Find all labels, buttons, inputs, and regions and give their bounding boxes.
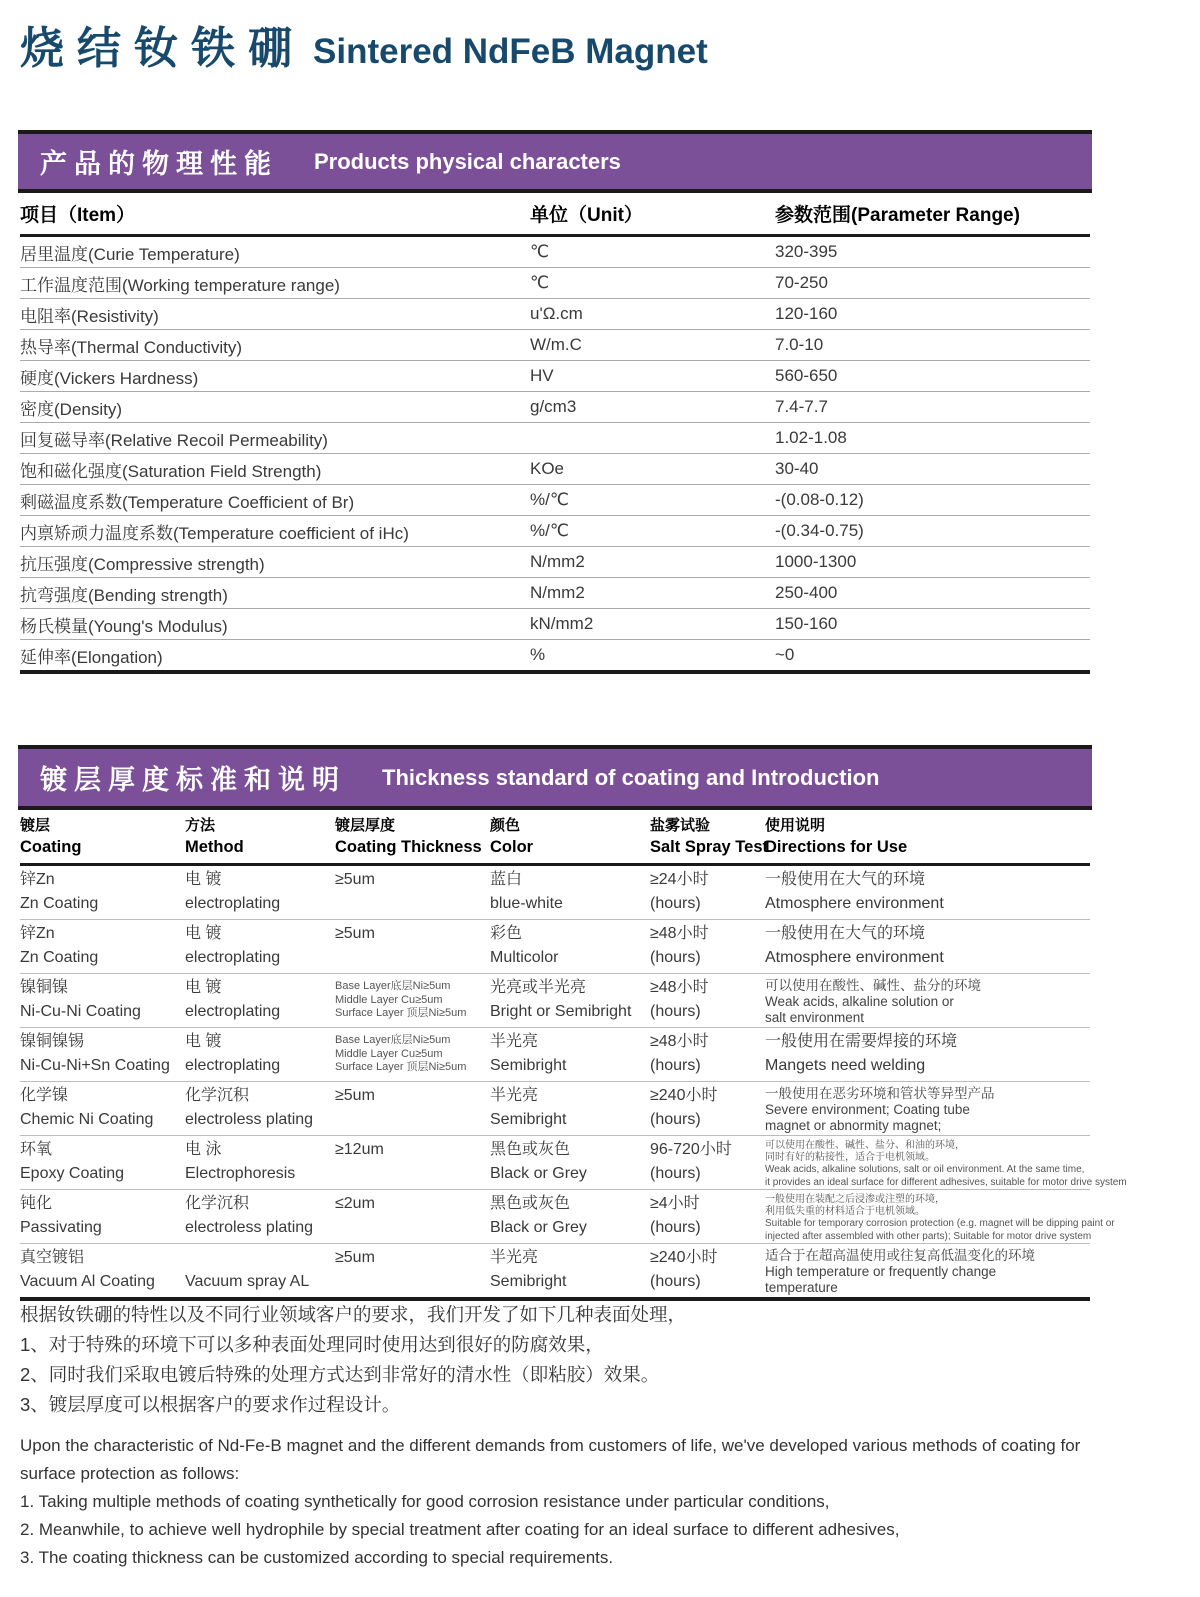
cell-line: ≥5um — [335, 1087, 375, 1104]
item-cell: 饱和磁化强度(Saturation Field Strength) — [20, 461, 322, 481]
cell-line: ≥24小时 — [650, 871, 709, 888]
coating-cell — [20, 1082, 185, 1135]
cell-line: 化学沉积 — [185, 1195, 250, 1212]
color-cell — [490, 866, 650, 919]
item-cell: 杨氏模量(Young's Modulus) — [20, 616, 228, 636]
cell-line: Atmosphere environment — [765, 949, 944, 966]
coating-banner-en: Thickness standard of coating and Introduction — [382, 764, 880, 790]
cell-line: 光亮或半光亮 — [490, 979, 587, 996]
unit-cell: %/℃ — [530, 490, 569, 509]
coating-header-zh: 镀层厚度 — [335, 817, 396, 834]
cell-line: Middle Layer Cu≥5um — [335, 993, 443, 1006]
unit-cell: %/℃ — [530, 521, 569, 540]
item-cell: 内禀矫顽力温度系数(Temperature coefficient of iHc) — [20, 523, 409, 543]
cell-line: 锌Zn — [20, 871, 55, 888]
cell-line: ≥5um — [335, 871, 375, 888]
cell-line: 半光亮 — [490, 1033, 539, 1050]
item-cell: 剩磁温度系数(Temperature Coefficient of Br) — [20, 492, 355, 512]
coating-header-coating-thickness — [335, 814, 490, 857]
cell-line: 一般使用在大气的环境 — [765, 871, 926, 888]
cell-line: Multicolor — [490, 949, 559, 966]
salt-spray-cell — [650, 1244, 765, 1297]
thickness-cell — [335, 920, 490, 973]
unit-cell: kN/mm2 — [530, 614, 594, 633]
color-cell — [490, 974, 650, 1027]
physical-table — [20, 196, 1090, 674]
note-line-en: 2. Meanwhile, to achieve well hydrophile by special treatment after coating for an ideal surface to different adhesives, — [20, 1520, 900, 1539]
cell-line: 一般使用在装配之后浸渗或注塑的环境， — [765, 1194, 945, 1205]
salt-spray-cell — [650, 920, 765, 973]
cell-line: Semibright — [490, 1273, 567, 1290]
coating-header-en: Coating — [20, 838, 82, 856]
unit-cell: N/mm2 — [530, 583, 585, 602]
directions-cell — [765, 1244, 1090, 1297]
coating-table-row — [20, 1028, 1090, 1082]
cell-line: 可以使用在酸性、碱性、盐分、和油的环境， — [765, 1140, 965, 1151]
cell-line: electroplating — [185, 1003, 281, 1020]
coating-header-zh: 方法 — [185, 817, 216, 834]
cell-line: 镍铜镍 — [20, 979, 69, 996]
item-cell: 回复磁导率(Relative Recoil Permeability) — [20, 430, 328, 450]
cell-line: (hours) — [650, 895, 701, 912]
directions-cell — [765, 1136, 1127, 1189]
directions-cell — [765, 1082, 1090, 1135]
coating-cell — [20, 1028, 185, 1081]
item-cell: 抗压强度(Compressive strength) — [20, 554, 265, 574]
physical-table-row — [20, 237, 1090, 268]
cell-line: 可以使用在酸性、碱性、盐分的环境 — [765, 978, 981, 993]
doc-title — [20, 12, 708, 76]
notes-english — [20, 1432, 1180, 1572]
coating-header-en: Coating Thickness — [335, 838, 482, 856]
coating-header-directions-for-use — [765, 814, 1090, 857]
cell-line: ≤2um — [335, 1195, 375, 1212]
thickness-cell — [335, 1082, 490, 1135]
header-unit: 单位（Unit） — [530, 205, 643, 226]
cell-line: electroplating — [185, 949, 281, 966]
parameter-range-cell: -(0.08-0.12) — [775, 490, 864, 509]
physical-table-row — [20, 640, 1090, 674]
cell-line: ≥5um — [335, 1249, 375, 1266]
cell-line: ≥48小时 — [650, 925, 709, 942]
cell-line: 化学沉积 — [185, 1087, 250, 1104]
coating-header-method — [185, 814, 335, 857]
physical-table-row — [20, 423, 1090, 454]
directions-cell — [765, 920, 1090, 973]
directions-cell — [765, 974, 1090, 1027]
method-cell — [185, 1082, 335, 1135]
header-item: 项目（Item） — [20, 205, 136, 226]
coating-table-row — [20, 1136, 1127, 1190]
cell-line: 电 镀 — [185, 1033, 222, 1050]
item-cell: 抗弯强度(Bending strength) — [20, 585, 228, 605]
physical-table-row — [20, 547, 1090, 578]
cell-line: 环氧 — [20, 1141, 53, 1158]
salt-spray-cell — [650, 866, 765, 919]
thickness-cell — [335, 1244, 490, 1297]
coating-header-en: Salt Spray Test — [650, 838, 768, 856]
cell-line: 彩色 — [490, 925, 523, 942]
cell-line: ≥48小时 — [650, 979, 709, 996]
cell-line: salt environment — [765, 1010, 865, 1025]
color-cell — [490, 1136, 650, 1189]
directions-cell — [765, 1028, 1090, 1081]
coating-table-row — [20, 866, 1090, 920]
notes-chinese — [20, 1300, 1180, 1420]
parameter-range-cell: ~0 — [775, 645, 795, 664]
parameter-range-cell: 7.0-10 — [775, 335, 824, 354]
cell-line: (hours) — [650, 1165, 701, 1182]
coating-header-coating — [20, 814, 185, 857]
physical-table-row — [20, 454, 1090, 485]
cell-line: Mangets need welding — [765, 1057, 926, 1074]
cell-line: 钝化 — [20, 1195, 53, 1212]
physical-table-header — [20, 196, 1090, 237]
cell-line: (hours) — [650, 1003, 701, 1020]
coating-header-zh: 颜色 — [490, 817, 521, 834]
note-line-zh: 3、镀层厚度可以根据客户的要求作过程设计。 — [20, 1394, 401, 1415]
coating-table-row — [20, 1244, 1090, 1301]
item-cell: 热导率(Thermal Conductivity) — [20, 337, 242, 357]
cell-line: Severe environment; Coating tube — [765, 1102, 970, 1117]
cell-line: Vacuum Al Coating — [20, 1273, 155, 1290]
coating-table-header — [20, 812, 1090, 866]
cell-line: magnet or abnormity magnet; — [765, 1118, 942, 1133]
physical-banner-zh: 产品的物理性能 — [40, 149, 278, 179]
physical-table-row — [20, 578, 1090, 609]
cell-line: 96-720小时 — [650, 1141, 732, 1158]
item-cell: 工作温度范围(Working temperature range) — [20, 275, 340, 295]
cell-line: Base Layer底层Ni≥5um — [335, 1034, 451, 1046]
physical-table-row — [20, 299, 1090, 330]
cell-line: Ni-Cu-Ni+Sn Coating — [20, 1057, 170, 1074]
cell-line: 同时有好的粘接性，适合于电机领域。 — [765, 1152, 935, 1164]
cell-line: Zn Coating — [20, 895, 99, 912]
unit-cell: HV — [530, 366, 554, 385]
coating-cell — [20, 974, 185, 1027]
unit-cell: KOe — [530, 459, 565, 478]
cell-line: Atmosphere environment — [765, 895, 944, 912]
coating-section-banner — [18, 745, 1092, 810]
method-cell — [185, 866, 335, 919]
coating-header-en: Method — [185, 838, 244, 856]
item-cell: 电阻率(Resistivity) — [20, 306, 159, 326]
directions-cell — [765, 866, 1090, 919]
coating-table-row — [20, 1082, 1090, 1136]
coating-table — [20, 812, 1127, 1301]
cell-line: 电 镀 — [185, 871, 222, 888]
cell-line: 蓝白 — [490, 871, 523, 888]
cell-line: Epoxy Coating — [20, 1165, 125, 1182]
note-line-en: surface protection as follows: — [20, 1464, 240, 1483]
cell-line: 黑色或灰色 — [490, 1195, 571, 1212]
cell-line: ≥12um — [335, 1141, 384, 1158]
parameter-range-cell: 1000-1300 — [775, 552, 857, 571]
coating-header-zh: 盐雾试验 — [650, 817, 711, 834]
physical-section-banner — [18, 130, 1092, 193]
method-cell — [185, 1190, 335, 1243]
parameter-range-cell: 320-395 — [775, 242, 838, 261]
note-line-zh: 2、同时我们采取电镀后特殊的处理方式达到非常好的清水性（即粘胶）效果。 — [20, 1364, 660, 1385]
doc-title-en: Sintered NdFeB Magnet — [313, 32, 708, 71]
cell-line: blue-white — [490, 895, 563, 912]
header-parameter-range: 参数范围(Parameter Range) — [775, 205, 1020, 226]
coating-table-row — [20, 974, 1090, 1028]
cell-line: 电 镀 — [185, 979, 222, 996]
cell-line: electroless plating — [185, 1219, 314, 1236]
physical-table-row — [20, 485, 1090, 516]
cell-line: 电 泳 — [185, 1141, 222, 1158]
unit-cell: % — [530, 645, 546, 664]
cell-line: Middle Layer Cu≥5um — [335, 1047, 443, 1060]
cell-line: Vacuum spray AL — [185, 1273, 310, 1290]
physical-table-row — [20, 516, 1090, 547]
physical-banner-en: Products physical characters — [314, 148, 621, 174]
cell-line: Ni-Cu-Ni Coating — [20, 1003, 141, 1020]
cell-line: ≥240小时 — [650, 1087, 718, 1104]
cell-line: 电 镀 — [185, 925, 222, 942]
cell-line: (hours) — [650, 1219, 701, 1236]
parameter-range-cell: 250-400 — [775, 583, 838, 602]
color-cell — [490, 1028, 650, 1081]
parameter-range-cell: 560-650 — [775, 366, 838, 385]
coating-header-en: Color — [490, 838, 534, 856]
cell-line: 一般使用在恶劣环境和管状等异型产品 — [765, 1086, 995, 1101]
method-cell — [185, 920, 335, 973]
method-cell — [185, 1244, 335, 1297]
coating-table-body — [20, 866, 1127, 1301]
thickness-cell — [335, 1136, 490, 1189]
coating-header-salt-spray-test — [650, 814, 768, 857]
cell-line: Suitable for temporary corrosion protection (e.g. magnet will be dipping paint or — [765, 1218, 1115, 1230]
color-cell — [490, 920, 650, 973]
salt-spray-cell — [650, 1190, 765, 1243]
cell-line: Weak acids, alkaline solution or — [765, 994, 954, 1009]
physical-table-row — [20, 361, 1090, 392]
coating-header-color — [490, 814, 650, 857]
cell-line: Black or Grey — [490, 1165, 587, 1182]
cell-line: injected after assembled with other parts); Suitable for motor drive system — [765, 1230, 1092, 1242]
cell-line: Bright or Semibright — [490, 1003, 632, 1020]
coating-banner-zh: 镀层厚度标准和说明 — [40, 765, 346, 795]
cell-line: Semibright — [490, 1111, 567, 1128]
cell-line: (hours) — [650, 1273, 701, 1290]
item-cell: 延伸率(Elongation) — [20, 647, 163, 667]
unit-cell: W/m.C — [530, 335, 582, 354]
thickness-cell — [335, 974, 490, 1027]
cell-line: ≥240小时 — [650, 1249, 718, 1266]
method-cell — [185, 1136, 335, 1189]
unit-cell: N/mm2 — [530, 552, 585, 571]
cell-line: Semibright — [490, 1057, 567, 1074]
coating-cell — [20, 1190, 185, 1243]
cell-line: Weak acids, alkaline solutions, salt or oil environment. At the same time, — [765, 1164, 1085, 1176]
cell-line: 一般使用在需要焊接的环境 — [765, 1033, 958, 1050]
salt-spray-cell — [650, 1136, 765, 1189]
cell-line: (hours) — [650, 1111, 701, 1128]
cell-line: ≥48小时 — [650, 1033, 709, 1050]
unit-cell: ℃ — [530, 273, 550, 292]
method-cell — [185, 974, 335, 1027]
coating-cell — [20, 920, 185, 973]
salt-spray-cell — [650, 1028, 765, 1081]
physical-table-row — [20, 330, 1090, 361]
parameter-range-cell: 70-250 — [775, 273, 828, 292]
physical-table-row — [20, 609, 1090, 640]
physical-table-row — [20, 392, 1090, 423]
coating-table-row — [20, 920, 1090, 974]
salt-spray-cell — [650, 1082, 765, 1135]
physical-table-row — [20, 268, 1090, 299]
parameter-range-cell: -(0.34-0.75) — [775, 521, 864, 540]
cell-line: Base Layer底层Ni≥5um — [335, 980, 451, 992]
cell-line: it provides an ideal surface for different adhesives, suitable for motor drive system — [765, 1176, 1127, 1188]
note-line-zh: 1、对于特殊的环境下可以多种表面处理同时使用达到很好的防腐效果， — [20, 1334, 604, 1355]
coating-cell — [20, 866, 185, 919]
cell-line: temperature — [765, 1280, 838, 1295]
cell-line: 真空镀铝 — [20, 1249, 85, 1266]
parameter-range-cell: 120-160 — [775, 304, 838, 323]
method-cell — [185, 1028, 335, 1081]
item-cell: 密度(Density) — [20, 399, 123, 419]
parameter-range-cell: 1.02-1.08 — [775, 428, 847, 447]
note-line-en: 3. The coating thickness can be customized according to special requirements. — [20, 1548, 614, 1567]
thickness-cell — [335, 866, 490, 919]
coating-table-row — [20, 1190, 1115, 1244]
cell-line: 半光亮 — [490, 1087, 539, 1104]
cell-line: Zn Coating — [20, 949, 99, 966]
cell-line: High temperature or frequently change — [765, 1264, 997, 1279]
cell-line: Chemic Ni Coating — [20, 1111, 154, 1128]
unit-cell: g/cm3 — [530, 397, 577, 416]
unit-cell: u'Ω.cm — [530, 304, 583, 323]
cell-line: Black or Grey — [490, 1219, 587, 1236]
cell-line: 适合于在超高温使用或往复高低温变化的环境 — [765, 1248, 1035, 1263]
coating-header-zh: 使用说明 — [765, 817, 826, 834]
coating-cell — [20, 1244, 185, 1297]
cell-line: ≥5um — [335, 925, 375, 942]
item-cell: 居里温度(Curie Temperature) — [20, 244, 240, 264]
thickness-cell — [335, 1028, 490, 1081]
thickness-cell — [335, 1190, 490, 1243]
coating-header-zh: 镀层 — [20, 817, 51, 834]
color-cell — [490, 1082, 650, 1135]
cell-line: Surface Layer 顶层Ni≥5um — [335, 1007, 467, 1019]
coating-header-en: Directions for Use — [765, 838, 908, 856]
note-line-en: 1. Taking multiple methods of coating synthetically for good corrosion resistance under particular conditions, — [20, 1492, 830, 1511]
salt-spray-cell — [650, 974, 765, 1027]
doc-title-zh: 烧结钕铁硼 — [20, 24, 305, 73]
note-line-zh: 根据钕铁硼的特性以及不同行业领域客户的要求，我们开发了如下几种表面处理， — [20, 1304, 687, 1325]
directions-cell — [765, 1190, 1115, 1243]
cell-line: 半光亮 — [490, 1249, 539, 1266]
note-line-en: Upon the characteristic of Nd-Fe-B magnet and the different demands from customers of life, we've developed various methods of coating for — [20, 1436, 1081, 1455]
cell-line: 锌Zn — [20, 925, 55, 942]
cell-line: electroplating — [185, 895, 281, 912]
color-cell — [490, 1190, 650, 1243]
cell-line: electroplating — [185, 1057, 281, 1074]
unit-cell: ℃ — [530, 242, 550, 261]
item-cell: 硬度(Vickers Hardness) — [20, 368, 199, 388]
cell-line: 利用低失重的材料适合于电机领域。 — [765, 1206, 925, 1218]
physical-table-body — [20, 237, 1090, 674]
parameter-range-cell: 7.4-7.7 — [775, 397, 828, 416]
cell-line: 镍铜镍锡 — [20, 1033, 85, 1050]
color-cell — [490, 1244, 650, 1297]
cell-line: Surface Layer 顶层Ni≥5um — [335, 1061, 467, 1073]
cell-line: (hours) — [650, 949, 701, 966]
cell-line: Electrophoresis — [185, 1165, 296, 1182]
coating-cell — [20, 1136, 185, 1189]
cell-line: 化学镍 — [20, 1087, 69, 1104]
cell-line: Passivating — [20, 1219, 102, 1236]
cell-line: (hours) — [650, 1057, 701, 1074]
cell-line: electroless plating — [185, 1111, 314, 1128]
cell-line: ≥4小时 — [650, 1195, 700, 1212]
cell-line: 黑色或灰色 — [490, 1141, 571, 1158]
parameter-range-cell: 30-40 — [775, 459, 819, 478]
parameter-range-cell: 150-160 — [775, 614, 838, 633]
cell-line: 一般使用在大气的环境 — [765, 925, 926, 942]
